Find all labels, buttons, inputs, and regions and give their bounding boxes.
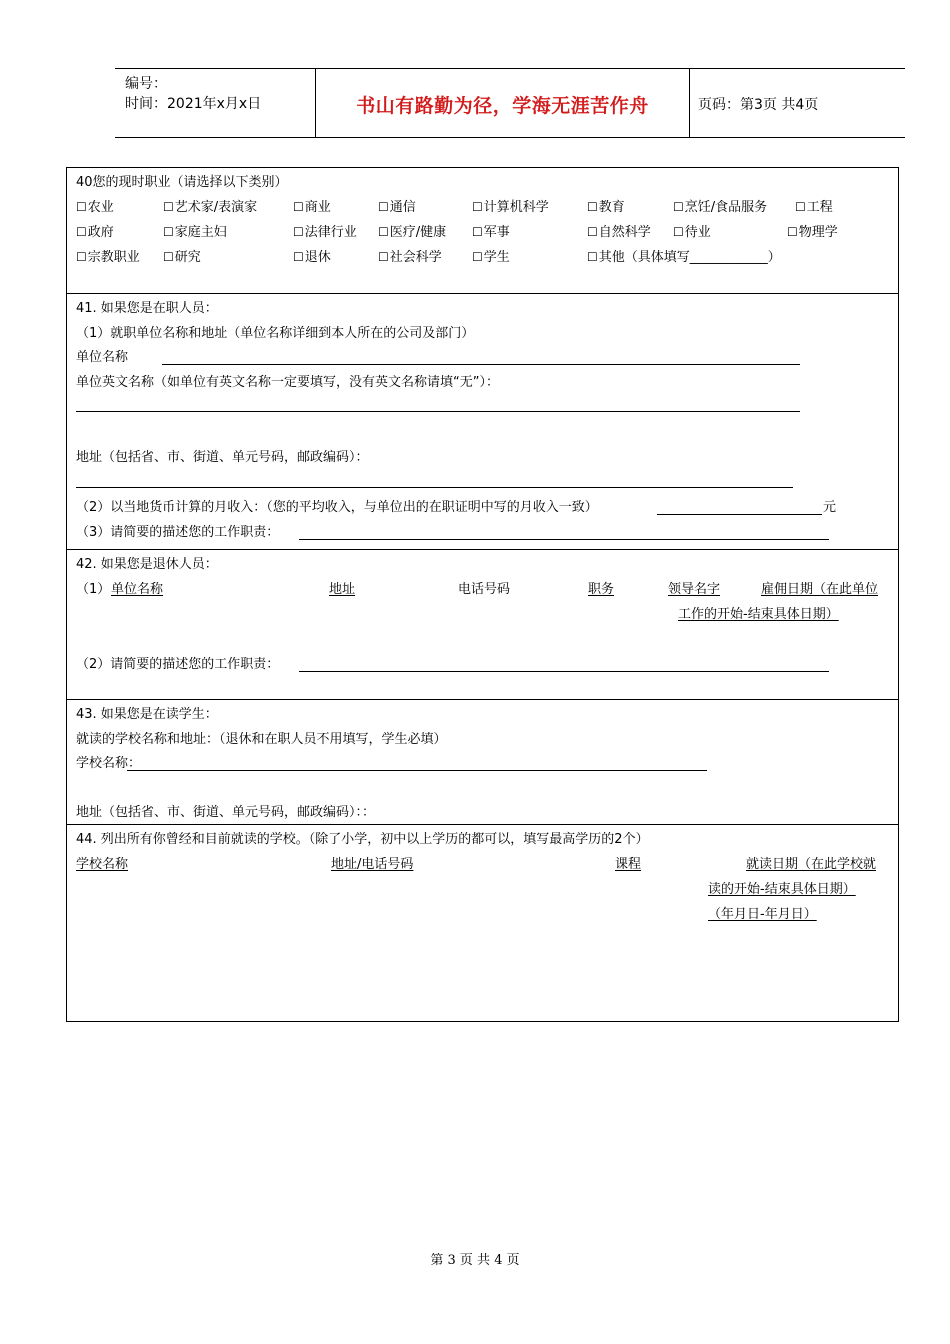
school-address-label: 地址（包括省、市、街道、单元号码，邮政编码）：：: [76, 805, 376, 820]
duties-field[interactable]: [299, 539, 829, 540]
checkbox-icon[interactable]: ☐: [587, 250, 598, 264]
occupation-option[interactable]: ☐学生: [472, 250, 510, 265]
occupation-option[interactable]: ☐通信: [378, 200, 416, 215]
occupation-option[interactable]: ☐物理学: [787, 225, 838, 240]
checkbox-icon[interactable]: ☐: [378, 200, 389, 214]
checkbox-icon[interactable]: ☐: [293, 200, 304, 214]
occupation-option[interactable]: ☐退休: [293, 250, 331, 265]
occupation-option[interactable]: ☐教育: [587, 200, 625, 215]
page-label: 页码：第3页 共4页: [698, 97, 819, 113]
col-unit-name: 单位名称: [111, 582, 164, 597]
school-name-label: 学校名称：: [76, 756, 142, 771]
student-subtitle: 就读的学校名称和地址：（退休和在职人员不用填写，学生必填）: [76, 732, 447, 747]
occupation-option[interactable]: ☐研究: [163, 250, 201, 265]
col-study-date-format: （年月日-年月日）: [708, 907, 817, 922]
retired-duties-label: （2）请简要的描述您的工作职责：: [76, 657, 280, 672]
occupation-option[interactable]: ☐医疗/健康: [378, 225, 447, 240]
school-name-field[interactable]: [127, 770, 707, 771]
income-field[interactable]: [657, 514, 822, 515]
checkbox-icon[interactable]: ☐: [378, 250, 389, 264]
time-label: 时间：2021年x月x日: [125, 96, 262, 112]
col-position: 职务: [588, 582, 615, 597]
checkbox-icon[interactable]: ☐: [587, 225, 598, 239]
duties-label: （3）请简要的描述您的工作职责：: [76, 525, 280, 540]
address-label: 地址（包括省、市、街道、单元号码，邮政编码）：: [76, 450, 369, 465]
checkbox-icon[interactable]: ☐: [293, 225, 304, 239]
document-header: [115, 68, 905, 138]
schools-question: 44. 列出所有你曾经和目前就读的学校。（除了小学，初中以上学历的都可以，填写最高学历的2个）: [76, 832, 649, 847]
section-student: [67, 700, 898, 825]
section-occupation: [67, 168, 898, 294]
occupation-option[interactable]: ☐社会科学: [378, 250, 442, 265]
occupation-option[interactable]: ☐其他（具体填写____________）: [587, 250, 781, 265]
occupation-option[interactable]: ☐艺术家/表演家: [163, 200, 258, 215]
checkbox-icon[interactable]: ☐: [76, 200, 87, 214]
occupation-option[interactable]: ☐法律行业: [293, 225, 357, 240]
occupation-option[interactable]: ☐宗教职业: [76, 250, 140, 265]
section-employed: [67, 294, 898, 550]
checkbox-icon[interactable]: ☐: [293, 250, 304, 264]
occupation-option[interactable]: ☐计算机科学: [472, 200, 549, 215]
income-label: （2）以当地货币计算的月收入：（您的平均收入，与单位出的在职证明中写的月收入一致）: [76, 500, 598, 515]
col-school-address: 地址/电话号码: [331, 857, 414, 872]
header-page-cell: [690, 69, 905, 137]
checkbox-icon[interactable]: ☐: [163, 200, 174, 214]
checkbox-icon[interactable]: ☐: [76, 225, 87, 239]
checkbox-icon[interactable]: ☐: [673, 225, 684, 239]
occupation-option[interactable]: ☐烹饪/食品服务: [673, 200, 768, 215]
checkbox-icon[interactable]: ☐: [587, 200, 598, 214]
checkbox-icon[interactable]: ☐: [787, 225, 798, 239]
employed-question: 41. 如果您是在职人员：: [76, 301, 218, 316]
occupation-option[interactable]: ☐商业: [293, 200, 331, 215]
section-schools: [67, 825, 898, 1021]
application-form: [66, 167, 899, 1022]
unit-name-field[interactable]: [162, 364, 800, 365]
serial-label: 编号：: [125, 76, 167, 92]
retired-duties-field[interactable]: [299, 671, 829, 672]
retired-question: 42. 如果您是退休人员：: [76, 557, 218, 572]
address-field[interactable]: [76, 487, 793, 488]
unit-en-name-label: 单位英文名称（如单位有英文名称一定要填写，没有英文名称请填“无”）：: [76, 375, 499, 390]
checkbox-icon[interactable]: ☐: [472, 250, 483, 264]
occupation-option[interactable]: ☐军事: [472, 225, 510, 240]
section-retired: [67, 550, 898, 700]
retired-prefix: （1）: [76, 582, 111, 597]
occupation-option[interactable]: ☐政府: [76, 225, 114, 240]
checkbox-icon[interactable]: ☐: [472, 200, 483, 214]
checkbox-icon[interactable]: ☐: [795, 200, 806, 214]
occupation-option[interactable]: ☐自然科学: [587, 225, 651, 240]
col-school-name: 学校名称: [76, 857, 129, 872]
col-course: 课程: [615, 857, 642, 872]
student-question: 43. 如果您是在读学生：: [76, 707, 218, 722]
checkbox-icon[interactable]: ☐: [673, 200, 684, 214]
occupation-option[interactable]: ☐工程: [795, 200, 833, 215]
col-study-date-cont: 读的开始-结束具体日期）: [708, 882, 856, 897]
page-footer: 第 3 页 共 4 页: [430, 1253, 520, 1268]
occupation-option[interactable]: ☐农业: [76, 200, 114, 215]
employer-subtitle: （1）就职单位名称和地址（单位名称详细到本人所在的公司及部门）: [76, 326, 475, 341]
col-study-date: 就读日期（在此学校就: [746, 857, 877, 872]
col-address: 地址: [329, 582, 356, 597]
income-unit: 元: [823, 500, 837, 515]
col-employ-date: 雇佣日期（在此单位: [761, 582, 879, 597]
unit-en-name-field[interactable]: [76, 411, 800, 412]
occupation-option[interactable]: ☐待业: [673, 225, 711, 240]
col-employ-date-cont: 工作的开始-结束具体日期）: [678, 607, 839, 622]
checkbox-icon[interactable]: ☐: [163, 250, 174, 264]
checkbox-icon[interactable]: ☐: [472, 225, 483, 239]
occupation-question: 40您的现时职业（请选择以下类别）: [76, 175, 288, 190]
motto-text: 书山有路勤为径，学海无涯苦作舟: [356, 95, 649, 117]
occupation-option[interactable]: ☐家庭主妇: [163, 225, 227, 240]
header-motto-cell: [316, 69, 690, 137]
col-leader: 领导名字: [668, 582, 721, 597]
header-meta-cell: [115, 69, 316, 137]
col-phone: 电话号码: [458, 582, 511, 597]
unit-name-label: 单位名称: [76, 350, 129, 365]
checkbox-icon[interactable]: ☐: [378, 225, 389, 239]
checkbox-icon[interactable]: ☐: [163, 225, 174, 239]
checkbox-icon[interactable]: ☐: [76, 250, 87, 264]
